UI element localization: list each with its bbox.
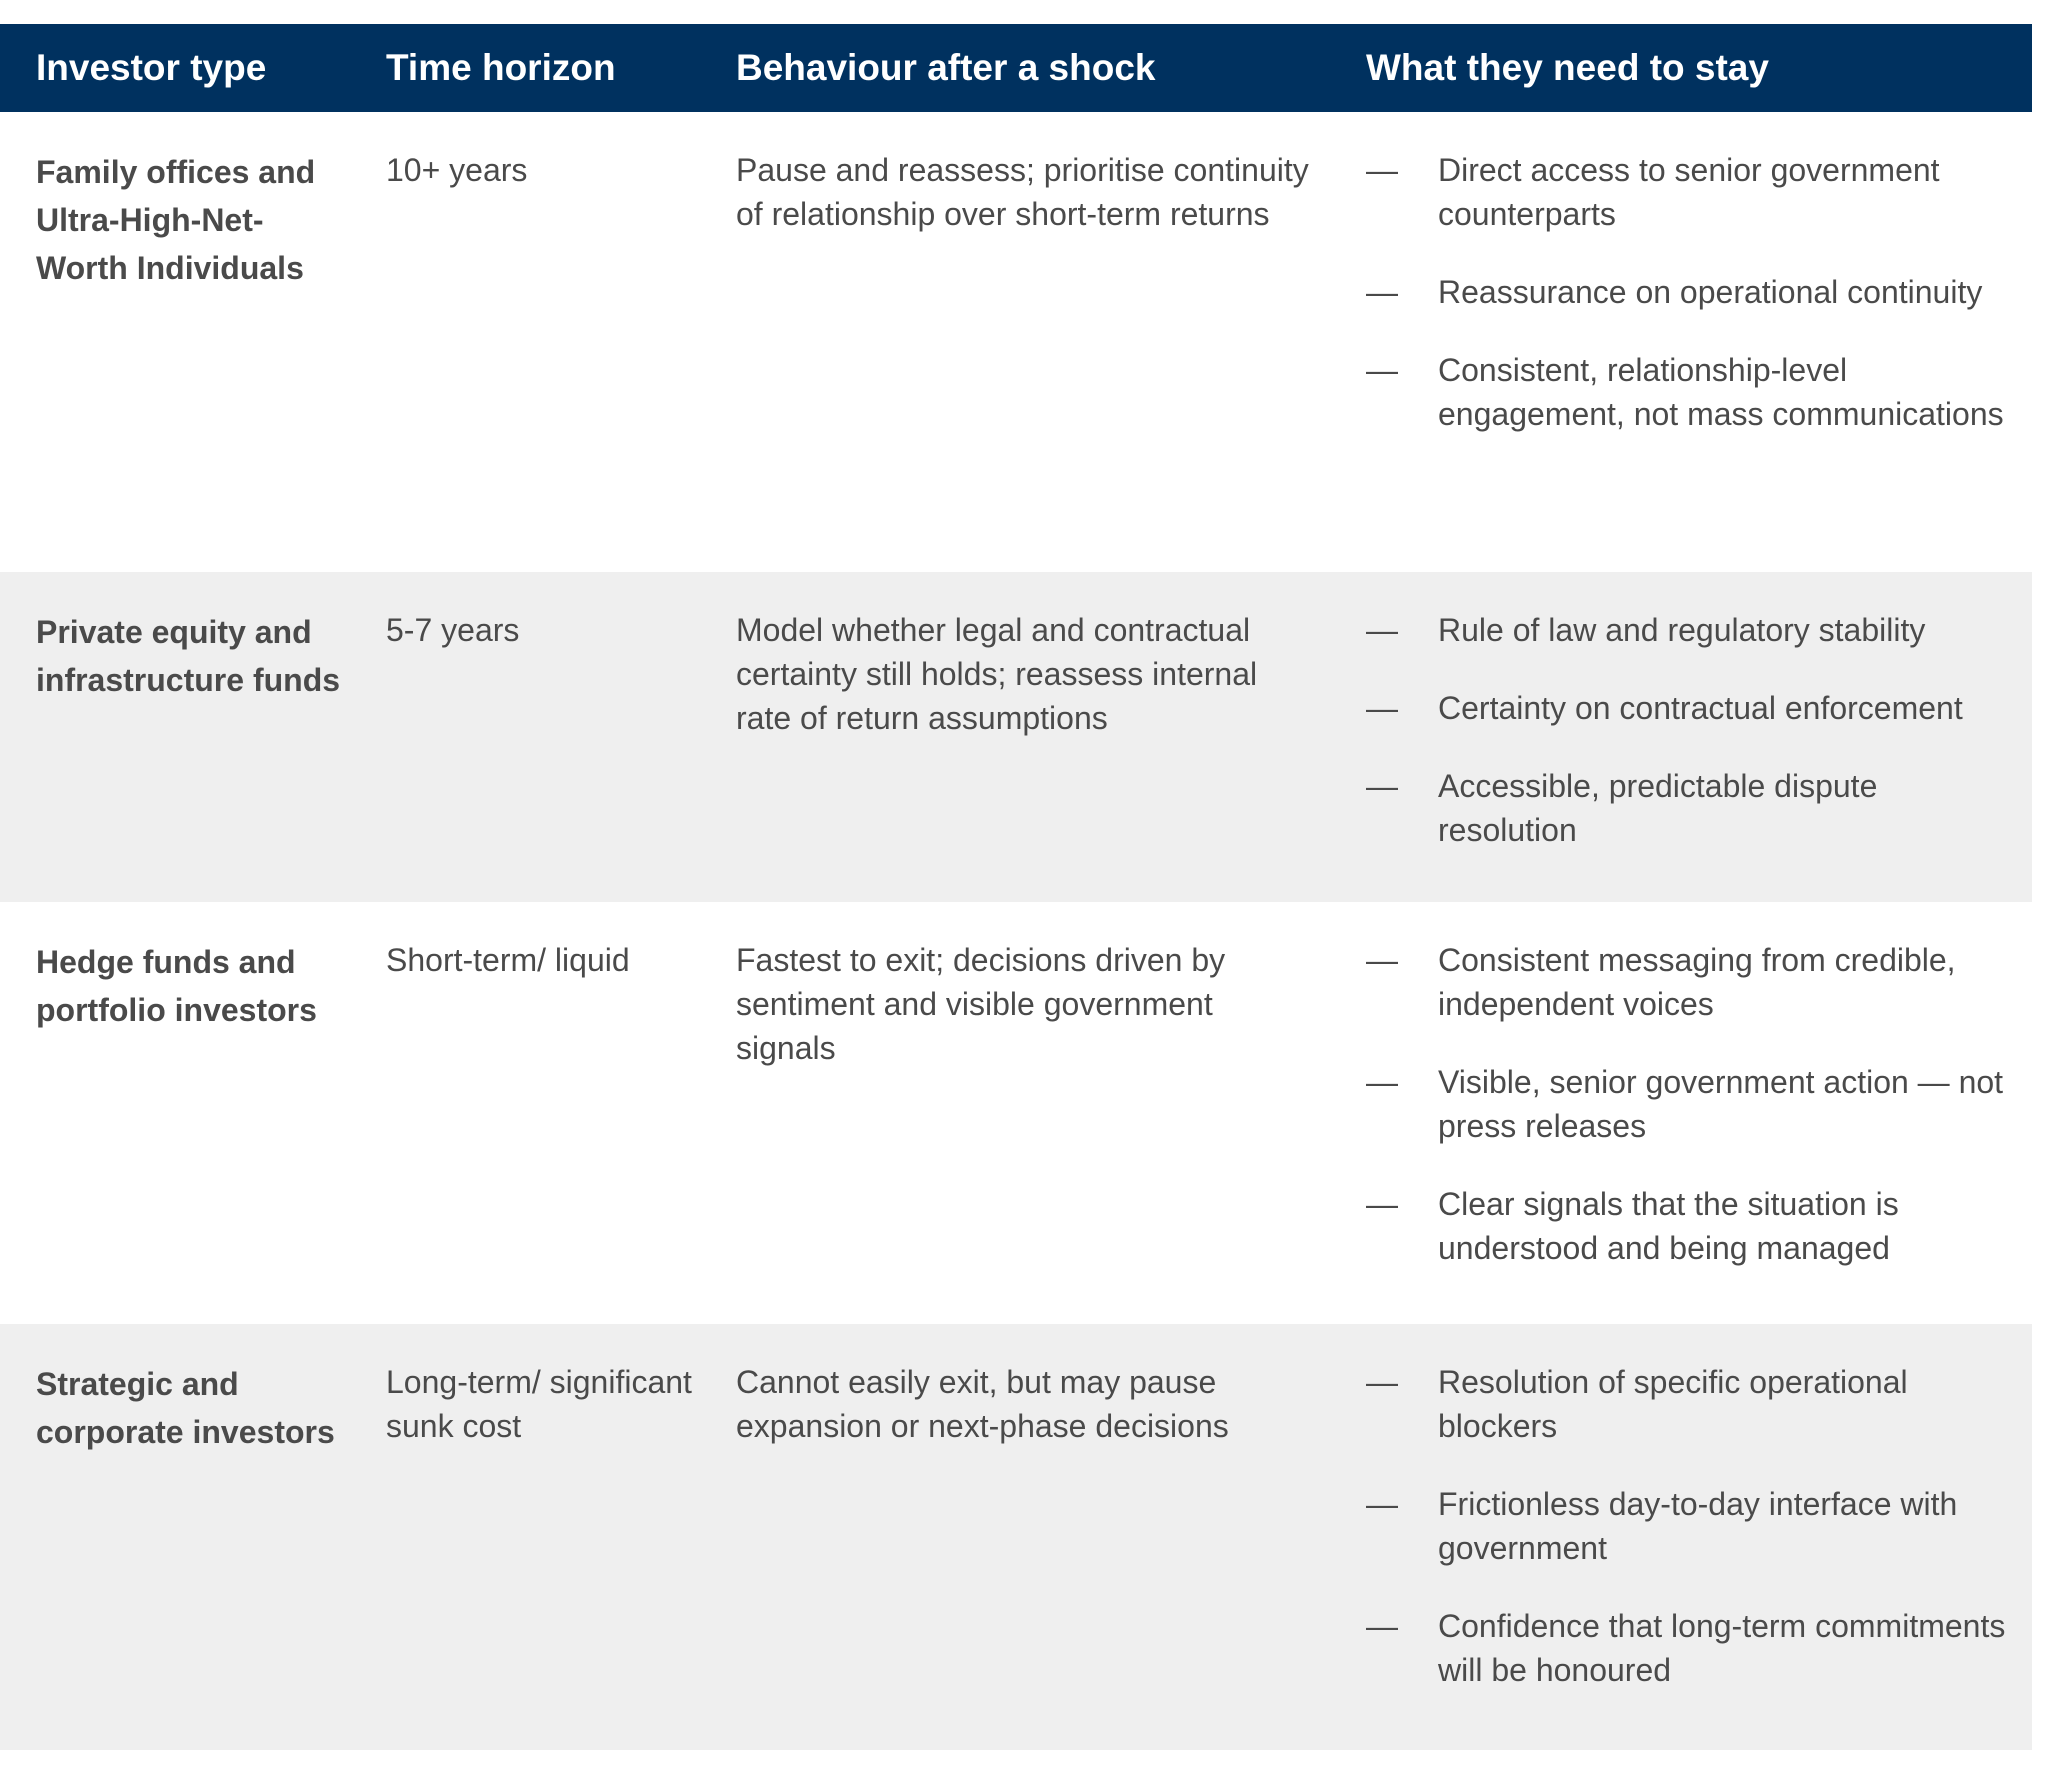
needs-item: [1366, 1182, 2012, 1270]
needs-item-text: Accessible, predictable dispute resolution: [1438, 768, 1878, 848]
investor-type-cell: Hedge funds and portfolio investors: [36, 944, 317, 1028]
needs-cell: [1330, 1324, 2032, 1726]
needs-item: [1366, 148, 2012, 236]
investor-type-cell: Family offices and Ultra-High-Net-Worth Individuals: [36, 154, 316, 286]
needs-item-text: Consistent, relationship-level engagement, not mass communications: [1438, 352, 2004, 432]
needs-item-text: Direct access to senior government counterparts: [1438, 152, 1940, 232]
needs-item: [1366, 938, 2012, 1026]
needs-item-text: Visible, senior government action — not press releases: [1438, 1064, 2004, 1144]
needs-item-text: Reassurance on operational continuity: [1438, 274, 1983, 310]
dash-bullet: —: [1366, 1186, 1398, 1222]
needs-item: [1366, 270, 2012, 314]
needs-item: [1366, 348, 2012, 436]
needs-item: [1366, 1360, 2012, 1448]
behaviour-cell: Model whether legal and contractual certainty still holds; reassess internal rate of return assumptions: [736, 612, 1258, 736]
dash-bullet: —: [1366, 152, 1398, 188]
dash-bullet: —: [1366, 1364, 1398, 1400]
header-investor-type: Investor type: [36, 47, 267, 88]
needs-cell: [1330, 902, 2032, 1304]
header-needs: What they need to stay: [1366, 47, 1769, 88]
dash-bullet: —: [1366, 612, 1398, 648]
dash-bullet: —: [1366, 352, 1398, 388]
table-header: [0, 24, 2032, 112]
needs-item-text: Certainty on contractual enforcement: [1438, 690, 1963, 726]
dash-bullet: —: [1366, 942, 1398, 978]
investor-table: [0, 24, 2032, 1750]
investor-type-cell: Private equity and infrastructure funds: [36, 614, 341, 698]
needs-item: [1366, 1482, 2012, 1570]
time-horizon-cell: Long-term/ significant sunk cost: [386, 1364, 692, 1444]
dash-bullet: —: [1366, 1064, 1398, 1100]
table-row: [0, 572, 2032, 902]
needs-cell: [1330, 572, 2032, 886]
needs-item: [1366, 1060, 2012, 1148]
dash-bullet: —: [1366, 1608, 1398, 1644]
table-row: [0, 112, 2032, 572]
needs-item: [1366, 1604, 2012, 1692]
needs-item: [1366, 686, 2012, 730]
header-behaviour: Behaviour after a shock: [736, 47, 1156, 88]
dash-bullet: —: [1366, 274, 1398, 310]
investor-type-cell: Strategic and corporate investors: [36, 1366, 335, 1450]
needs-item-text: Frictionless day-to-day interface with government: [1438, 1486, 1958, 1566]
time-horizon-cell: Short-term/ liquid: [386, 942, 630, 978]
table-row: [0, 1324, 2032, 1750]
needs-cell: [1330, 112, 2032, 470]
header-time-horizon: Time horizon: [386, 47, 616, 88]
needs-item-text: Rule of law and regulatory stability: [1438, 612, 1926, 648]
table-row: [0, 902, 2032, 1324]
behaviour-cell: Cannot easily exit, but may pause expansion or next-phase decisions: [736, 1364, 1229, 1444]
needs-item-text: Consistent messaging from credible, independent voices: [1438, 942, 1956, 1022]
needs-item: [1366, 608, 2012, 652]
dash-bullet: —: [1366, 1486, 1398, 1522]
behaviour-cell: Fastest to exit; decisions driven by sentiment and visible government signals: [736, 942, 1226, 1066]
behaviour-cell: Pause and reassess; prioritise continuity of relationship over short-term returns: [736, 152, 1309, 232]
needs-item-text: Confidence that long-term commitments will be honoured: [1438, 1608, 2006, 1688]
time-horizon-cell: 5-7 years: [386, 612, 520, 648]
dash-bullet: —: [1366, 690, 1398, 726]
needs-item-text: Clear signals that the situation is understood and being managed: [1438, 1186, 1899, 1266]
needs-item: [1366, 764, 2012, 852]
dash-bullet: —: [1366, 768, 1398, 804]
time-horizon-cell: 10+ years: [386, 152, 528, 188]
needs-item-text: Resolution of specific operational blockers: [1438, 1364, 1908, 1444]
